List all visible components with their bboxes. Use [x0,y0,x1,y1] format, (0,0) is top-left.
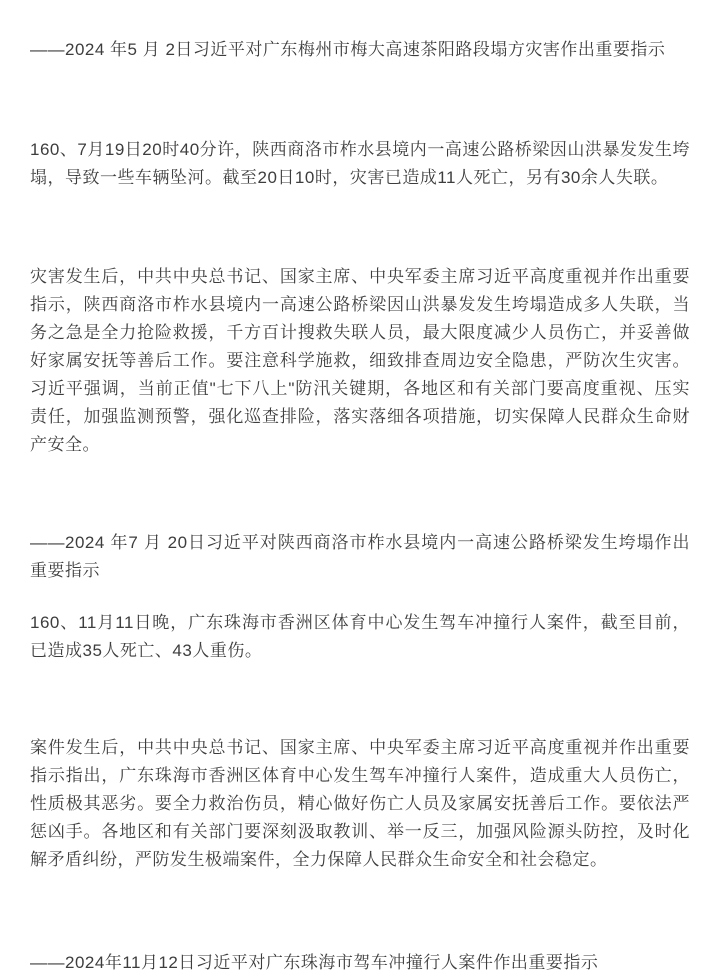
body-paragraph: 灾害发生后，中共中央总书记、国家主席、中央军委主席习近平高度重视并作出重要指示，陕西商洛市柞水县境内一高速公路桥梁因山洪暴发发生垮塌造成多人失联，当务之急是全力抢险救援，千方百计搜救失联人员，最大限度减少人员伤亡，并妥善做好家属安抚等善后工作。要注意科学施救，细致排查周边安全隐患，严防次生灾害。习近平强调，当前正值"七下八上"防汛关键期，各地区和有关部门要高度重视、压实责任，加强监测预警，强化巡查排险，落实落细各项措施，切实保障人民群众生命财产安全。 [30,267,690,454]
attribution-line: ——2024 年7 月 20日习近平对陕西商洛市柞水县境内一高速公路桥梁发生垮塌作出重要指示 [30,533,690,580]
attribution-line: ——2024 年5 月 2日习近平对广东梅州市梅大高速茶阳路段塌方灾害作出重要指示 [30,40,666,59]
body-paragraph: 案件发生后，中共中央总书记、国家主席、中央军委主席习近平高度重视并作出重要指示指出，广东珠海市香洲区体育中心发生驾车冲撞行人案件，造成重大人员伤亡，性质极其恶劣。要全力救治伤员，精心做好伤亡人员及家属安抚善后工作。要依法严惩凶手。各地区和有关部门要深刻汲取教训、举一反三，加强风险源头防控，及时化解矛盾纠纷，严防发生极端案件，全力保障人民群众生命安全和社会稳定。 [30,738,690,869]
body-paragraph: 160、11月11日晚，广东珠海市香洲区体育中心发生驾车冲撞行人案件，截至目前，已造成35人死亡、43人重伤。 [30,613,690,660]
attribution-line: ——2024年11月12日习近平对广东珠海市驾车冲撞行人案件作出重要指示 [30,953,599,972]
body-paragraph: 160、7月19日20时40分许，陕西商洛市柞水县境内一高速公路桥梁因山洪暴发发生垮塌，导致一些车辆坠河。截至20日10时，灾害已造成11人死亡，另有30余人失联。 [30,140,690,187]
